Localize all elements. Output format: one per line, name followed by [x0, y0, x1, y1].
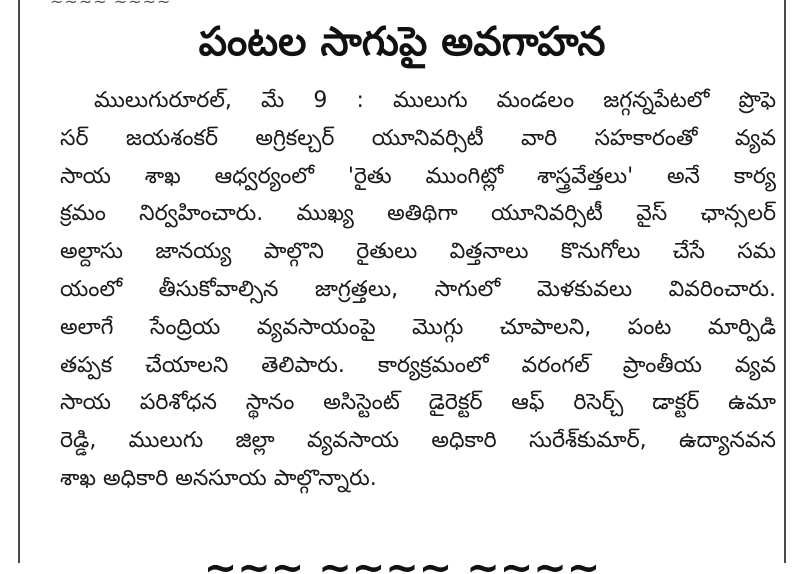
article-line: యంలో తీసుకోవాల్సిన జాగ్రత్తలు, సాగులో మెళకువలు వివరించారు. [60, 276, 776, 302]
article-line: సాయ శాఖ ఆధ్వర్యంలో 'రైతు ముంగిట్లో శాస్త్రవేత్తలు' అనే కార్య [60, 163, 776, 189]
article-line: రెడ్డి, ములుగు జిల్లా వ్యవసాయ అధికారి సురేశ్‌కుమార్, ఉద్యానవన [60, 428, 776, 454]
article-line: శాఖ అధికారి అనసూయ పాల్గొన్నారు. [60, 465, 377, 491]
article-body [60, 82, 776, 498]
article-line: సర్ జయశంకర్ అగ్రికల్చర్ యూనివర్సిటీ వారి సహకారంతో వ్యవ [60, 125, 776, 151]
article-line: అలాగే సేంద్రియ వ్యవసాయంపై మొగ్గు చూపాలని, పంట మార్పిడి [60, 314, 776, 340]
newspaper-clipping [18, 0, 786, 574]
article-headline: పంటల సాగుపై అవగాహన [198, 19, 606, 65]
article-line: అల్దాసు జానయ్య పాల్గొని రైతులు విత్తనాలు కొనుగోలు చేసే సమ [60, 239, 776, 265]
previous-article-remnant: ~~~~ ~~~~ [50, 0, 172, 11]
article-line: సాయ పరిశోధన స్థానం అసిస్టెంట్ డైరెక్టర్ ఆఫ్ రిసెర్చ్ డాక్టర్ ఉమా [60, 390, 776, 416]
article-line: తప్పక చేయాలని తెలిపారు. కార్యక్రమంలో వరంగల్ ప్రాంతీయ వ్యవ [60, 352, 776, 378]
next-article-remnant: ~~~ ~~~~ ~~~~ [203, 545, 601, 574]
article-line: ములుగురూరల్, మే 9 : ములుగు మండలం జగ్గన్నపేటలో ప్రొఫె [94, 88, 776, 113]
article-line: క్రమం నిర్వహించారు. ముఖ్య అతిథిగా యూనివర్సిటీ వైస్ ఛాన్సలర్ [60, 201, 776, 227]
